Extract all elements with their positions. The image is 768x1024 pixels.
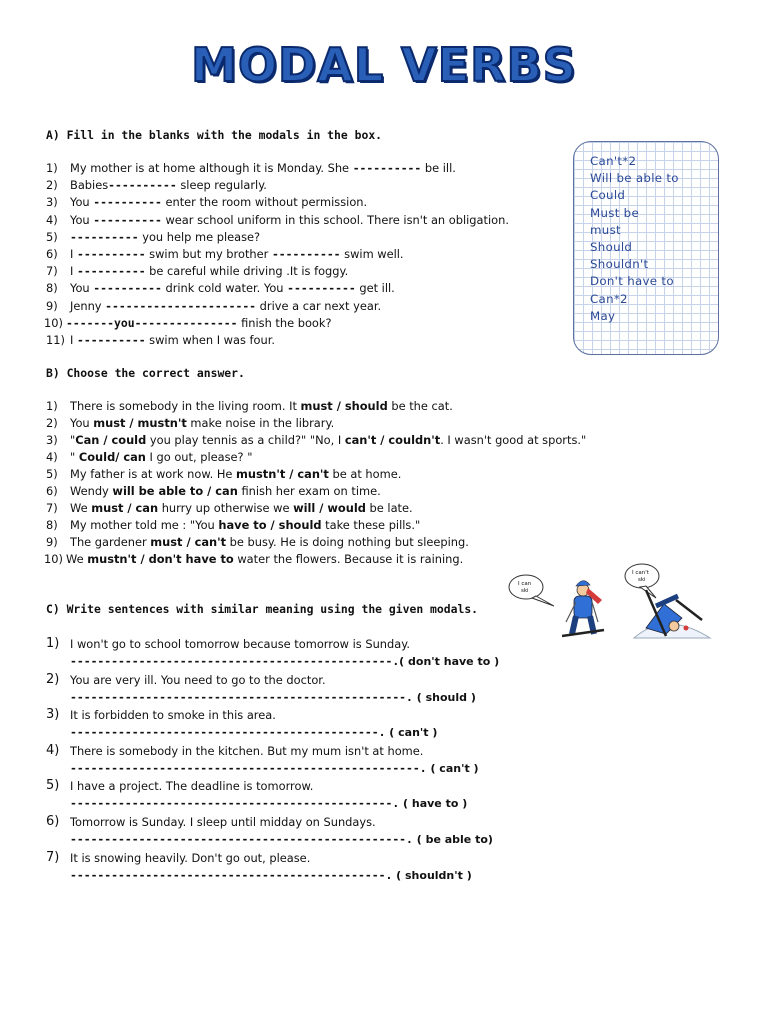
item-sentence: Tomorrow is Sunday. I sleep until midday on Sundays. (70, 815, 376, 829)
sentence-text: drive a car next year. (256, 298, 382, 313)
item-number: 6) (46, 814, 60, 829)
modal-option: Will be able to (590, 171, 679, 186)
modal-option: Can*2 (590, 291, 628, 306)
sentence-text: you play tennis as a child?" "No, I (146, 433, 345, 447)
item-sentence: You are very ill. You need to go to the doctor. (70, 672, 326, 687)
item-number: 4) (46, 212, 58, 227)
given-modal: ( should ) (412, 690, 476, 704)
bubble-left-line2: ski (521, 588, 529, 594)
modal-option: Should (590, 240, 633, 254)
blank-line: -------you--------------- (66, 315, 238, 330)
blank-line: ---------- (287, 281, 356, 296)
skier-standing-icon (562, 581, 604, 636)
item-sentence (70, 433, 586, 447)
answer-choice: Can / could (75, 433, 147, 447)
sentence-text: make noise in the library. (186, 416, 335, 430)
sentence-text: swim well. (340, 247, 404, 261)
blank-line: ---------- (76, 264, 146, 279)
item-number: 3) (46, 195, 58, 210)
given-modal: ( shouldn't ) (392, 868, 472, 882)
blank-line: ---------------------------------------------. (70, 725, 386, 740)
item-sentence (70, 178, 267, 192)
sentence-text: I (70, 264, 77, 279)
item-number: 2) (46, 178, 58, 193)
item-sentence: There is somebody in the kitchen. But my mum isn't at home. (70, 743, 424, 758)
item-number: 1) (46, 161, 58, 175)
item-sentence (70, 299, 381, 313)
item-sentence: I won't go to school tomorrow because tomorrow is Sunday. (70, 637, 410, 651)
sentence-text: be careful while driving .It is foggy. (145, 264, 349, 279)
blank-line: ---------- (108, 178, 177, 193)
item-number: 9) (46, 298, 58, 313)
sentence-text: enter the room without permission. (161, 195, 368, 210)
item-number: 7) (46, 849, 60, 865)
item-number: 10) (44, 315, 63, 330)
sentence-text: You (70, 195, 94, 210)
sentence-text: Babies (70, 178, 109, 193)
answer-line (70, 832, 493, 846)
blank-line: ----------------------------------------------. (70, 867, 393, 882)
sentence-text: There is somebody in the living room. It (70, 399, 301, 413)
modals-box (573, 141, 719, 355)
answer-choice: will be able to / can (112, 484, 238, 498)
sentence-text: " (70, 450, 79, 464)
sentence-text: take these pills." (321, 518, 421, 532)
item-number: 7) (46, 501, 58, 515)
sentence-text: drink cold water. You (161, 281, 288, 296)
item-number: 10) (44, 552, 63, 566)
sentence-text: be busy. He is doing nothing but sleeping. (226, 535, 469, 549)
item-sentence (70, 281, 395, 295)
skiers-illustration (506, 560, 721, 650)
section-a-heading: A) Fill in the blanks with the modals in the box. (46, 128, 383, 142)
given-modal: ( can't ) (385, 726, 438, 740)
answer-choice: must / can (91, 501, 159, 515)
blank-line: -------------------------------------------------. (70, 689, 413, 704)
given-modal: ( be able to) (412, 833, 493, 846)
item-sentence (70, 484, 381, 498)
item-number: 2) (46, 671, 60, 687)
item-sentence (70, 264, 348, 278)
sentence-text: My father is at work now. He (70, 467, 237, 481)
sentence-text: You (70, 212, 94, 227)
modal-option: Shouldn't (590, 257, 649, 272)
section-c-heading: C) Write sentences with similar meaning using the given modals. (46, 602, 479, 616)
item-sentence (70, 230, 260, 244)
item-sentence (70, 416, 334, 430)
sentence-text: I go out, please? " (145, 450, 253, 464)
speech-bubble-right (625, 564, 659, 588)
item-number: 7) (46, 264, 58, 279)
blank-line: ---------- (271, 247, 341, 261)
item-number: 4) (46, 450, 58, 464)
answer-choice: have to / should (218, 518, 322, 532)
item-sentence (70, 399, 453, 413)
given-modal: ( have to ) (399, 797, 468, 811)
blank-line: ---------- (76, 247, 146, 261)
given-modal: ( don't have to ) (399, 655, 500, 668)
sentence-text: I (70, 333, 77, 347)
sentence-text: get ill. (355, 281, 395, 296)
sentence-text: I (70, 247, 77, 261)
item-sentence (70, 501, 413, 515)
sentence-text: swim when I was four. (145, 333, 275, 347)
item-sentence: I have a project. The deadline is tomorrow. (70, 779, 314, 794)
answer-choice: must / mustn't (93, 416, 187, 430)
blank-line: ---------- (352, 161, 422, 175)
blank-line: ---------------------- (105, 298, 257, 313)
answer-choice: mustn't / don't have to (87, 552, 234, 566)
item-sentence (70, 161, 456, 175)
blank-line: ---------------------------------------------------. (70, 760, 427, 775)
answer-choice: Could/ can (78, 450, 146, 464)
item-sentence (70, 333, 275, 347)
sentence-text: The gardener (70, 535, 151, 549)
sentence-text: you help me please? (138, 229, 261, 244)
answer-choice: must / should (300, 399, 388, 413)
item-number: 5) (46, 229, 58, 244)
blank-line: ---------- (93, 212, 162, 227)
item-number: 6) (46, 484, 58, 498)
speech-bubble-left (509, 575, 543, 599)
bubble-right-line1: I can't (632, 570, 649, 576)
modal-option: Don't have to (590, 274, 674, 289)
sentence-text: . I wasn't good at sports." (440, 433, 587, 447)
answer-choice: mustn't / can't (236, 467, 329, 481)
modal-option: Must be (590, 205, 640, 220)
item-sentence (70, 535, 469, 549)
sentence-text: wear school uniform in this school. There isn't an obligation. (161, 212, 509, 227)
sentence-text: My mother told me : "You (70, 518, 219, 532)
sentence-text: We (66, 552, 88, 566)
sentence-text: " (70, 433, 76, 447)
answer-choice: must / can't (150, 535, 227, 549)
sentence-text: sleep regularly. (176, 178, 267, 193)
sentence-text: We (70, 501, 92, 515)
item-sentence: It is snowing heavily. Don't go out, please. (70, 850, 311, 865)
item-sentence (70, 467, 401, 481)
sentence-text: You (70, 416, 94, 430)
given-modal: ( can't ) (426, 761, 479, 775)
sentence-text: finish the book? (237, 315, 332, 330)
blank-line: ---------- (70, 229, 139, 244)
sentence-text: water the flowers. Because it is raining. (233, 552, 464, 566)
item-number: 11) (46, 333, 65, 347)
sentence-text: be the cat. (387, 399, 453, 413)
answer-line (70, 654, 499, 668)
item-number: 5) (46, 778, 60, 794)
item-sentence (66, 552, 463, 566)
item-sentence (70, 247, 404, 261)
blank-line: ---------- (93, 281, 162, 296)
item-number: 1) (46, 636, 60, 651)
item-sentence (66, 316, 332, 330)
sentence-text: be late. (365, 501, 413, 515)
sentence-text: You (70, 281, 94, 296)
item-number: 1) (46, 399, 58, 413)
item-sentence (70, 450, 252, 464)
item-number: 4) (46, 742, 60, 758)
item-number: 5) (46, 467, 58, 481)
item-sentence (70, 213, 509, 227)
blank-line: ---------- (93, 195, 162, 210)
modal-option: Could (590, 188, 626, 203)
blank-line: -------------------------------------------------. (70, 832, 413, 846)
skier-fallen-icon (634, 590, 710, 638)
item-number: 3) (46, 433, 58, 447)
item-number: 2) (46, 416, 58, 430)
modal-option: must (590, 222, 621, 237)
answer-line (70, 761, 479, 775)
section-b-heading: B) Choose the correct answer. (46, 366, 245, 380)
blank-line: -----------------------------------------------. (70, 654, 400, 668)
modal-option: May (590, 308, 616, 323)
item-number: 3) (46, 707, 60, 723)
sentence-text: be at home. (328, 467, 402, 481)
page-title: MODAL VERBS (191, 38, 577, 92)
modal-option: Can't*2 (590, 154, 637, 168)
blank-line: -----------------------------------------------. (70, 796, 400, 811)
sentence-text: swim but my brother (145, 247, 272, 261)
item-sentence (70, 195, 367, 209)
sentence-text: be ill. (421, 161, 456, 175)
sentence-text: Jenny (70, 298, 106, 313)
answer-line (70, 725, 437, 739)
blank-line: ---------- (76, 333, 146, 347)
bubble-right-line2: ski (638, 577, 646, 583)
item-number: 6) (46, 247, 58, 261)
answer-choice: will / would (293, 501, 366, 515)
answer-line (70, 690, 476, 704)
item-number: 9) (46, 535, 58, 549)
answer-line (70, 796, 467, 810)
sentence-text: My mother is at home although it is Monday. She (70, 161, 353, 175)
sentence-text: Wendy (70, 484, 113, 498)
sentence-text: hurry up otherwise we (158, 501, 294, 515)
item-sentence (70, 518, 420, 532)
item-number: 8) (46, 281, 58, 296)
item-sentence: It is forbidden to smoke in this area. (70, 708, 276, 723)
answer-line (70, 868, 472, 882)
bubble-left-line1: I can (518, 581, 532, 587)
sentence-text: finish her exam on time. (237, 484, 381, 498)
item-number: 8) (46, 518, 58, 532)
answer-choice: can't / couldn't (344, 433, 441, 447)
